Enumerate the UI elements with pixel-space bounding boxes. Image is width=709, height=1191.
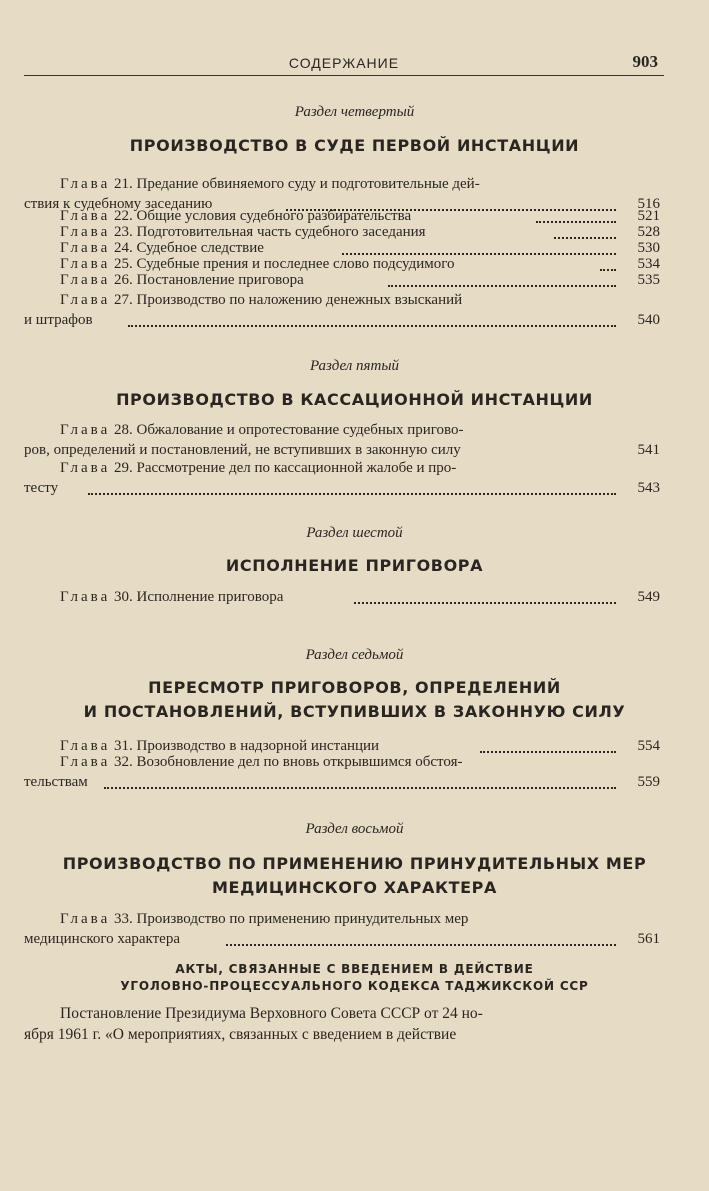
chapter-number: 30.	[113, 589, 133, 605]
chapter-title-cont: и штрафов	[24, 312, 93, 328]
chapter-title: Подготовительная часть судебного заседания	[136, 224, 426, 240]
section-title	[0, 852, 709, 900]
entry-line	[24, 174, 660, 194]
acts-paragraph	[24, 1003, 604, 1045]
page-ref: 516	[637, 196, 660, 212]
section-title: ПРОИЗВОДСТВО В СУДЕ ПЕРВОЙ ИНСТАНЦИИ	[129, 136, 580, 155]
chapter-title: Производство по применению принудительных мер	[136, 911, 469, 927]
section-title: ИСПОЛНЕНИЕ ПРИГОВОРА	[225, 556, 484, 575]
page-ref: 559	[637, 774, 660, 790]
acts-heading-line: УГОЛОВНО-ПРОЦЕССУАЛЬНОГО КОДЕКСА ТАДЖИКСКОЙ ССР	[120, 979, 589, 993]
entry-line	[24, 478, 660, 498]
page-ref: 543	[637, 480, 660, 496]
toc-entry	[24, 587, 660, 607]
chapter-number: 21.	[113, 176, 133, 192]
entry-line	[24, 587, 660, 607]
page-ref: 535	[637, 272, 660, 288]
section-title-line: ПРОИЗВОДСТВО ПО ПРИМЕНЕНИЮ ПРИНУДИТЕЛЬНЫХ МЕР	[62, 854, 647, 873]
dot-leader	[104, 787, 616, 789]
toc-entry	[24, 458, 660, 498]
toc-entry	[24, 290, 660, 330]
chapter-title-cont: ствия к судебному заседанию	[24, 196, 213, 212]
chapter-prefix: Глава	[60, 256, 111, 272]
chapter-title: Предание обвиняемого суду и подготовительные дей-	[136, 176, 480, 192]
entry-line	[24, 290, 660, 310]
entry-line	[24, 929, 660, 949]
chapter-number: 25.	[113, 256, 133, 272]
chapter-prefix: Глава	[60, 292, 111, 308]
entry-line	[24, 310, 660, 330]
page-ref: 528	[637, 224, 660, 240]
toc-entry	[24, 420, 660, 460]
chapter-title: Судебные прения и последнее слово подсудимого	[136, 256, 455, 272]
section-title: ПРОИЗВОДСТВО В КАССАЦИОННОЙ ИНСТАНЦИИ	[116, 390, 593, 409]
page-ref: 530	[637, 240, 660, 256]
chapter-title: Производство по наложению денежных взысканий	[136, 292, 463, 308]
section-label: Раздел седьмой	[305, 647, 404, 663]
header-rule	[24, 75, 664, 76]
paragraph-line: Постановление Президиума Верховного Совета СССР от 24 но-	[60, 1005, 483, 1022]
chapter-number: 33.	[113, 911, 133, 927]
chapter-number: 27.	[113, 292, 133, 308]
chapter-prefix: Глава	[60, 589, 111, 605]
section-title	[0, 676, 709, 724]
dot-leader	[88, 493, 616, 495]
chapter-prefix: Глава	[60, 738, 111, 754]
entry-line	[24, 440, 660, 460]
chapter-prefix: Глава	[60, 754, 111, 770]
chapter-number: 22.	[113, 208, 133, 224]
entry-line	[24, 909, 660, 929]
entry-line	[24, 270, 660, 290]
running-title: СОДЕРЖАНИЕ	[288, 55, 400, 71]
page-ref: 549	[637, 589, 660, 605]
section-label: Раздел четвертый	[294, 104, 415, 120]
toc-entry	[24, 270, 660, 290]
toc-entry	[24, 909, 660, 949]
section-label: Раздел шестой	[306, 525, 403, 541]
running-header	[24, 52, 664, 76]
page-ref: 554	[637, 738, 660, 754]
acts-heading-line: АКТЫ, СВЯЗАННЫЕ С ВВЕДЕНИЕМ В ДЕЙСТВИЕ	[175, 962, 534, 976]
paragraph-line: ября 1961 г. «О мероприятиях, связанных с введением в действие	[24, 1026, 457, 1043]
chapter-title: Возобновление дел по вновь открывшимся обстоя-	[136, 754, 463, 770]
chapter-title-cont: тельствам	[24, 774, 88, 790]
chapter-title-cont: тесту	[24, 480, 59, 496]
chapter-number: 29.	[113, 460, 133, 476]
chapter-title-cont: ров, определений и постановлений, не вступивших в законную силу	[24, 442, 461, 458]
chapter-title: Судебное следствие	[136, 240, 264, 256]
chapter-prefix: Глава	[60, 208, 111, 224]
chapter-title: Обжалование и опротестование судебных пригово-	[136, 422, 464, 438]
toc-entry	[24, 752, 660, 792]
acts-heading	[0, 961, 709, 995]
chapter-title: Исполнение приговора	[136, 589, 284, 605]
entry-line	[24, 752, 660, 772]
chapter-number: 28.	[113, 422, 133, 438]
chapter-prefix: Глава	[60, 911, 111, 927]
chapter-prefix: Глава	[60, 240, 111, 256]
chapter-prefix: Глава	[60, 422, 111, 438]
dot-leader	[354, 602, 616, 604]
page-ref: 540	[637, 312, 660, 328]
entry-line	[24, 458, 660, 478]
dot-leader	[128, 325, 616, 327]
chapter-title: Производство в надзорной инстанции	[136, 738, 380, 754]
chapter-prefix: Глава	[60, 460, 111, 476]
page-ref: 561	[637, 931, 660, 947]
chapter-title: Общие условия судебного разбирательства	[136, 208, 412, 224]
section-title-line: И ПОСТАНОВЛЕНИЙ, ВСТУПИВШИХ В ЗАКОННУЮ СИЛУ	[83, 702, 626, 721]
chapter-title: Постановление приговора	[136, 272, 304, 288]
chapter-title-cont: медицинского характера	[24, 931, 180, 947]
section-title-line: МЕДИЦИНСКОГО ХАРАКТЕРА	[212, 878, 497, 897]
chapter-number: 32.	[113, 754, 133, 770]
chapter-prefix: Глава	[60, 176, 111, 192]
page-ref: 541	[637, 442, 660, 458]
page-ref: 521	[637, 208, 660, 224]
entry-line	[24, 772, 660, 792]
page-ref: 534	[637, 256, 660, 272]
chapter-number: 24.	[113, 240, 133, 256]
section-label: Раздел пятый	[309, 358, 400, 374]
chapter-number: 31.	[113, 738, 133, 754]
section-label: Раздел восьмой	[305, 821, 404, 837]
dot-leader	[226, 944, 616, 946]
chapter-prefix: Глава	[60, 272, 111, 288]
chapter-prefix: Глава	[60, 224, 111, 240]
chapter-number: 26.	[113, 272, 133, 288]
chapter-title: Рассмотрение дел по кассационной жалобе и про-	[136, 460, 457, 476]
entry-line	[24, 420, 660, 440]
chapter-number: 23.	[113, 224, 133, 240]
section-title-line: ПЕРЕСМОТР ПРИГОВОРОВ, ОПРЕДЕЛЕНИЙ	[148, 678, 561, 697]
page-number: 903	[632, 52, 658, 71]
dot-leader	[388, 285, 616, 287]
